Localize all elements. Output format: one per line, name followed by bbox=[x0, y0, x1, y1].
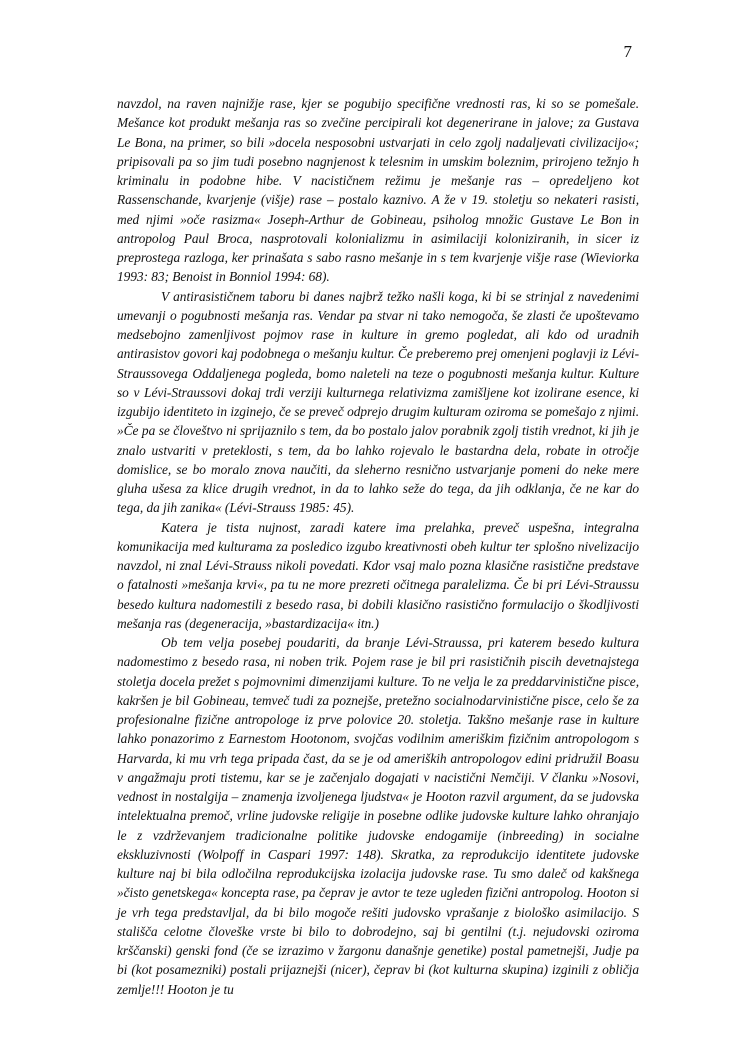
paragraph-antiracist-camp: V antirasističnem taboru bi danes najbrž težko našli koga, ki bi se strinjal z navedenimi umevanji o pogubnosti mešanja ras. Vendar pa stvar ni tako nemogoča, še zlasti če upoštevamo medsebojno zamenljivost pojmov rase in kulture in gremo pogledat, ali kdo od uradnih antirasistov govori kaj podobnega o mešanju kultur. Če preberemo prej omenjeni poglavji iz Lévi-Straussovega Oddaljenega pogleda, bomo naleteli na teze o pogubnosti mešanja kultur. Kulture so v Lévi-Straussovi dokaj trdi verziji kulturnega relativizma zamišljene kot izolirane esence, ki izgubijo identiteto in izginejo, če se preveč odprejo drugim kulturam oziroma se pomešajo z njimi. »Če pa se človeštvo ni sprijaznilo s tem, da bo postalo jalov porabnik zgolj tistih vrednot, ki jih je znalo ustvariti v preteklosti, s tem, da bo lahko rojevalo le bastardna dela, robate in otročje domislice, se bo moralo znova naučiti, da sleherno resnično ustvarjanje pomeni do neke mere gluha ušesa za klice drugih vrednot, in da to lahko seže do tega, da jih odklanja, če ne kar do tega, da jih zanika« (Lévi-Strauss 1985: 45). bbox=[117, 288, 639, 516]
page-number: 7 bbox=[623, 42, 632, 61]
body-text bbox=[117, 94, 639, 999]
paragraph-hooton: Ob tem velja posebej poudariti, da branje Lévi-Straussa, pri katerem besedo kultura nadomestimo z besedo rasa, ni noben trik. Pojem rase je bil pri rasističnih piscih devetnajstega stoletja docela prežet s pojmovnimi dimenzijami kulture. To ne velja le za preddarvinistične pisce, kakršen je bil Gobineau, temveč tudi za poznejše, pretežno socialnodarvinistične pisce, celo še za profesionalne fizične antropologe iz prve polovice 20. stoletja. Takšno mešanje rase in kulture lahko ponazorimo z Earnestom Hootonom, svojčas vodilnim ameriškim fizičnim antropologom s Harvarda, ki mu vrh tega pripada čast, da se je od ameriških antropologov edini pridružil Boasu v angažmaju proti tistemu, kar se je začenjalo dogajati v nacistični Nemčiji. V članku »Nosovi, vednost in nostalgija – znamenja izvoljenega ljudstva« je Hooton razvil argument, da se judovska intelektualna premoč, vrline judovske religije in posebne odlike judovske kulture lahko ohranjajo le z vzdrževanjem tradicionalne politike judovske endogamije (inbreeding) in socialne ekskluzivnosti (Wolpoff in Caspari 1997: 148). Skratka, za reprodukcijo identitete judovske kulture naj bi bila odločilna reprodukcijska izolacija judovske rase. Tu smo daleč od kakšnega »čisto genetskega« koncepta rase, pa čeprav je avtor te teze ugleden fizični antropolog. Hooton si je vrh tega predstavljal, da bi bilo mogoče rešiti judovsko vprašanje z biološko asimilacijo. S stališča celotne človeške vrste bi bilo to dobrodejno, saj bi gentilni (t.j. nejudovski oziroma krščanski) genski fond (če se izrazimo v žargonu današnje genetike) postal pametnejši, Judje pa bi (kot posamezniki) postali prijaznejši (nicer), čeprav bi (kot kulturna skupina) izginili z obličja zemlje!!! Hooton je tu bbox=[117, 635, 639, 997]
paragraph-necessity: Katera je tista nujnost, zaradi katere ima prelahka, preveč uspešna, integralna komunikacija med kulturama za posledico izgubo kreativnosti obeh kultur ter splošno nivelizacijo navzdol, ni znal Lévi-Strauss nikoli povedati. Kdor vsaj malo pozna klasične rasistične predstave o fatalnosti »mešanja krvi«, pa tu ne more prezreti očitnega paralelizma. Če bi pri Lévi-Straussu besedo kultura nadomestili z besedo rasa, bi dobili klasično rasistično formulacijo o škodljivosti mešanja ras (degeneracija, »bastardizacija« itn.) bbox=[117, 519, 639, 631]
paragraph-continuation: navzdol, na raven najnižje rase, kjer se pogubijo specifične vrednosti ras, ki so se pomešale. Mešance kot produkt mešanja ras so zvečine percipirali kot degenerirane in jalove; za Gustava Le Bona, na primer, so bili »docela nesposobni ustvarjati in celo zgolj nadaljevati civilizacijo«; pripisovali pa so jim tudi posebno nagnjenost k telesnim in umskim boleznim, prirojeno težnjo h kriminalu in podobne hibe. V nacističnem režimu je mešanje ras – opredeljeno kot Rassenschande, kvarjenje (višje) rase – postalo kaznivo. A že v 19. stoletju so nekateri rasisti, med njimi »oče rasizma« Joseph-Arthur de Gobineau, psiholog množic Gustave Le Bon in antropolog Paul Broca, nasprotovali kolonializmu in asimilaciji koloniziranih, in sicer iz preprostega razloga, ker prinašata s sabo rasno mešanje in s tem kvarjenje višje rase (Wieviorka 1993: 83; Benoist in Bonniol 1994: 68). bbox=[117, 96, 639, 285]
